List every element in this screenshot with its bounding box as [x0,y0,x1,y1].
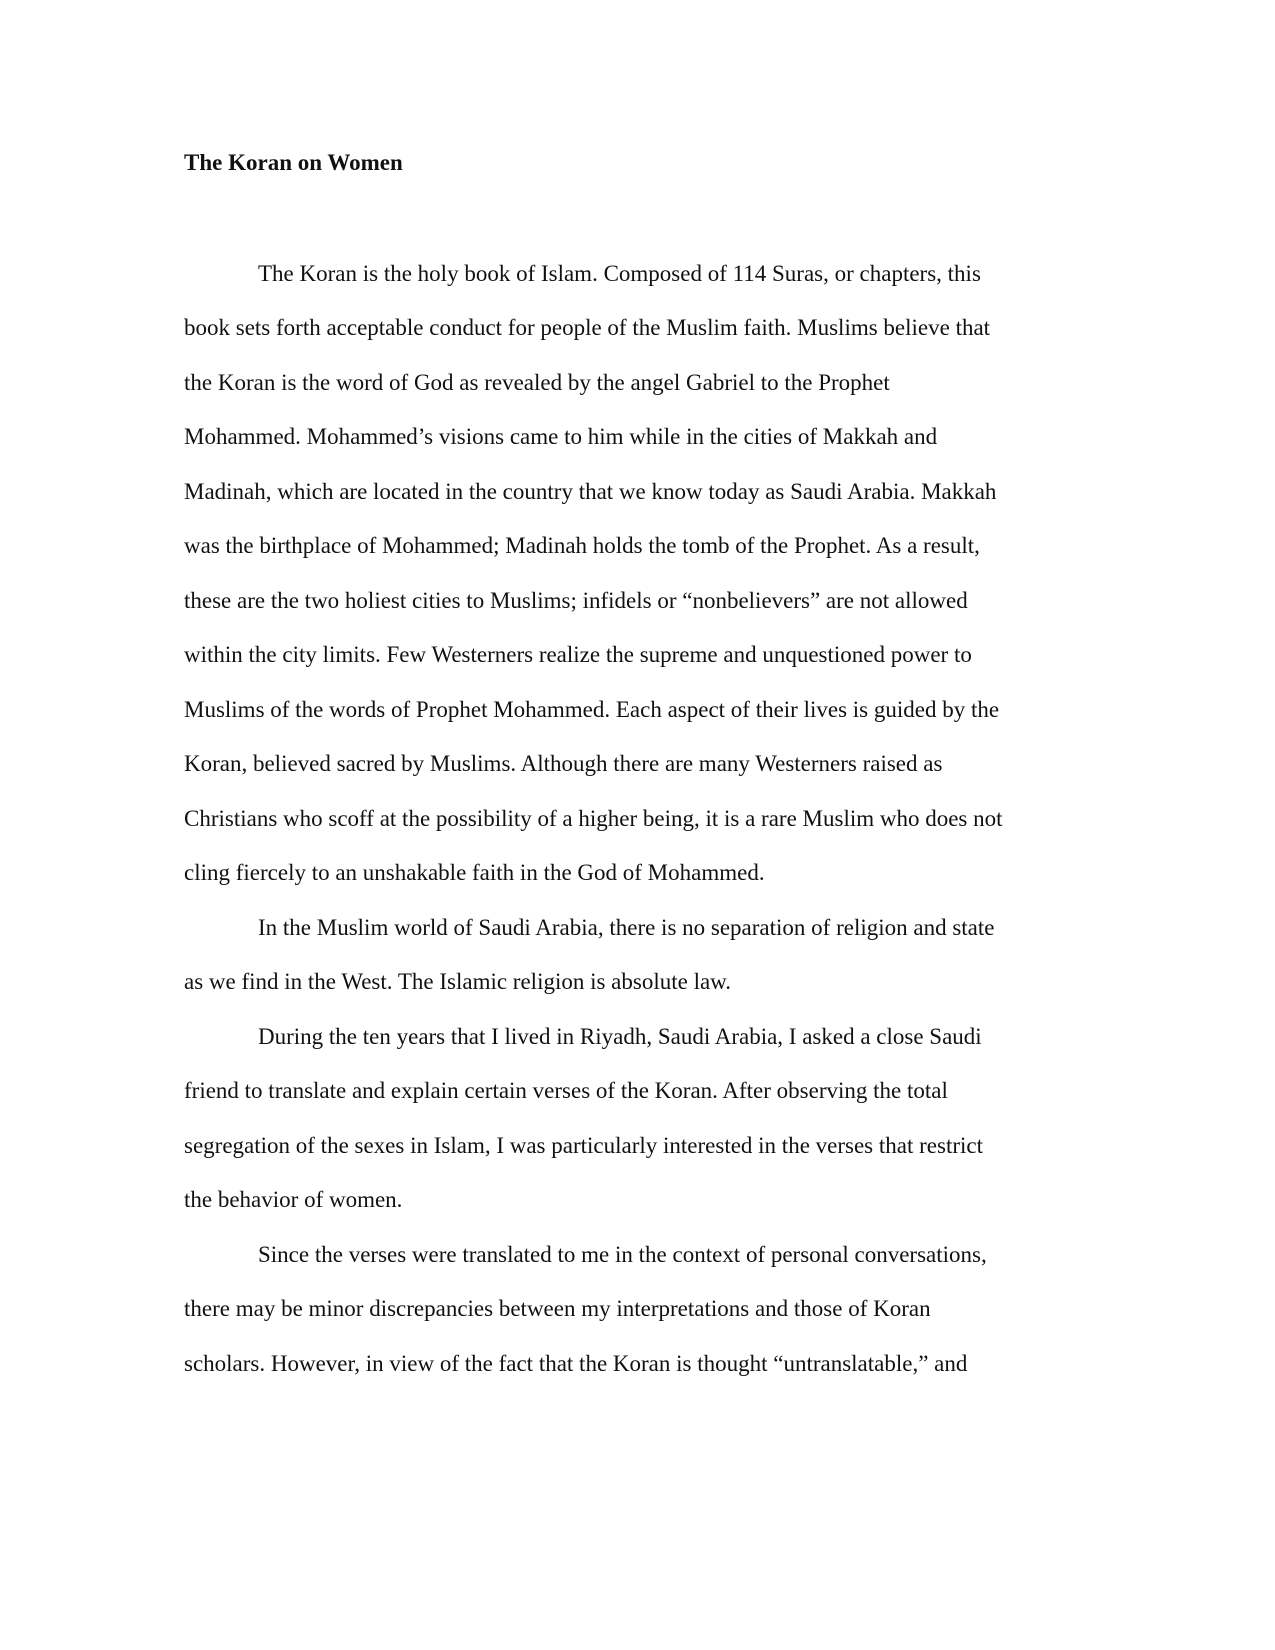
paragraph-1-line-7: these are the two holiest cities to Muslims; infidels or “nonbelievers” are not allowed [184,588,968,613]
document-title: The Koran on Women [184,150,403,175]
paragraph-1-line-4: Mohammed. Mohammed’s visions came to him while in the cities of Makkah and [184,424,938,449]
paragraph-4-line-2: there may be minor discrepancies between my interpretations and those of Koran [184,1296,931,1321]
paragraph-1-line-5: Madinah, which are located in the country that we know today as Saudi Arabia. Makkah [184,479,997,504]
paragraph-3-line-3: segregation of the sexes in Islam, I was particularly interested in the verses that restrict [184,1133,983,1158]
paragraph-2-line-1: In the Muslim world of Saudi Arabia, there is no separation of religion and state [258,915,995,940]
paragraph-1-line-11: Christians who scoff at the possibility of a higher being, it is a rare Muslim who does not [184,806,1003,831]
paragraph-2-line-2: as we find in the West. The Islamic religion is absolute law. [184,969,732,994]
paragraph-3-line-1: During the ten years that I lived in Riyadh, Saudi Arabia, I asked a close Saudi [258,1024,982,1049]
paragraph-1-line-12: cling fiercely to an unshakable faith in the God of Mohammed. [184,860,765,885]
paragraph-3-line-2: friend to translate and explain certain verses of the Koran. After observing the total [184,1078,948,1103]
paragraph-1-line-8: within the city limits. Few Westerners realize the supreme and unquestioned power to [184,642,972,667]
paragraph-1-line-3: the Koran is the word of God as revealed by the angel Gabriel to the Prophet [184,370,890,395]
paragraph-1-line-9: Muslims of the words of Prophet Mohammed. Each aspect of their lives is guided by the [184,697,1000,722]
paragraph-3-line-4: the behavior of women. [184,1187,403,1212]
paragraph-1-line-6: was the birthplace of Mohammed; Madinah holds the tomb of the Prophet. As a result, [184,533,980,558]
paragraph-1-line-1: The Koran is the holy book of Islam. Composed of 114 Suras, or chapters, this [258,261,981,286]
paragraph-1-line-2: book sets forth acceptable conduct for people of the Muslim faith. Muslims believe that [184,315,991,340]
paragraph-4-line-3: scholars. However, in view of the fact that the Koran is thought “untranslatable,” and [184,1351,968,1376]
paragraph-1-line-10: Koran, believed sacred by Muslims. Although there are many Westerners raised as [184,751,943,776]
paragraph-4-line-1: Since the verses were translated to me in the context of personal conversations, [258,1242,987,1267]
